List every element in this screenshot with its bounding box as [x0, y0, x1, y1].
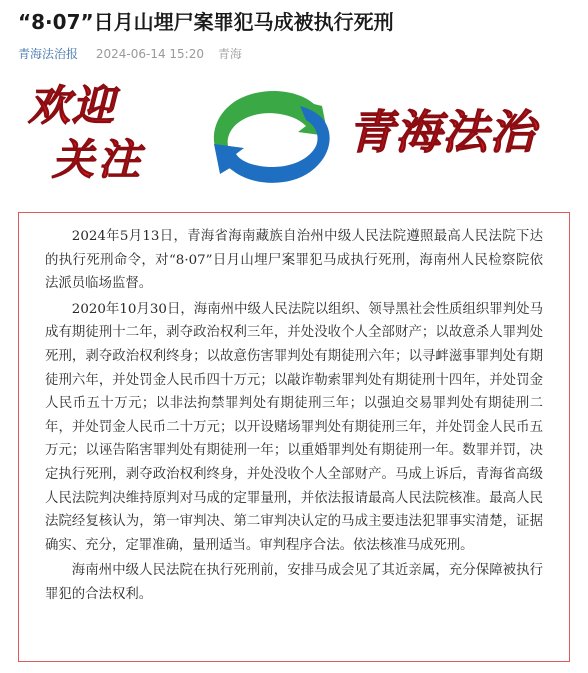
article-title: “8·07”日月山埋尸案罪犯马成被执行死刑: [18, 10, 394, 34]
source-link[interactable]: 青海法治报: [18, 47, 79, 61]
article-paragraph: 2024年5月13日，青海省海南藏族自治州中级人民法院遵照最高人民法院下达的执行死刑命令，对“8·07”日月山埋尸案罪犯马成执行死刑，海南州人民检察院依法派员临场监督。: [45, 229, 543, 292]
publish-time: 2024-06-14 15:20: [95, 47, 204, 61]
publish-location: 青海: [217, 47, 242, 61]
banner-welcome-text: 欢迎: [28, 81, 117, 130]
article-body: [18, 212, 570, 662]
swirl-logo-icon: [196, 82, 346, 192]
banner-left-text: [20, 80, 190, 192]
article-meta: [18, 44, 242, 64]
article-paragraph: 2020年10月30日，海南州中级人民法院以组织、领导黑社会性质组织罪判处马成有期徒刑十二年，剥夺政治权利三年，并处没收个人全部财产；以故意杀人罪判处死刑，剥夺政治权利终身；以故意伤害罪判处有期徒刑六年；以寻衅滋事罪判处有期徒刑六年，并处罚金人民币四十万元；以敲诈勒索罪判处有期徒刑十四年，并处罚金人民币五十万元；以非法拘禁罪判处有期徒刑三年；以强迫交易罪判处有期徒刑二年，并处罚金人民币二十万元；以开设赌场罪判处有期徒刑三年，并处罚金人民币五万元；以诬告陷害罪判处有期徒刑一年；以重婚罪判处有期徒刑一年。数罪并罚，决定执行死刑，剥夺政治权利终身，并处没收个人全部财产。马成上诉后，青海省高级人民法院判决维持原判对马成的定罪量刑，并依法报请最高人民法院核准。最高人民法院经复核认为，第一审判决、第二审判决认定的马成主要违法犯罪事实清楚，证据确实、充分，定罪准确，量刑适当。审判程序合法。依法核准马成死刑。: [45, 301, 543, 553]
article-paragraph: 海南州中级人民法院在执行死刑前，安排马成会见了其近亲属，充分保障被执行罪犯的合法权利。: [45, 563, 543, 602]
banner-brand-text: 青海法治: [348, 105, 536, 159]
banner-follow-text: 关注: [52, 135, 145, 184]
welcome-banner: [18, 76, 570, 196]
